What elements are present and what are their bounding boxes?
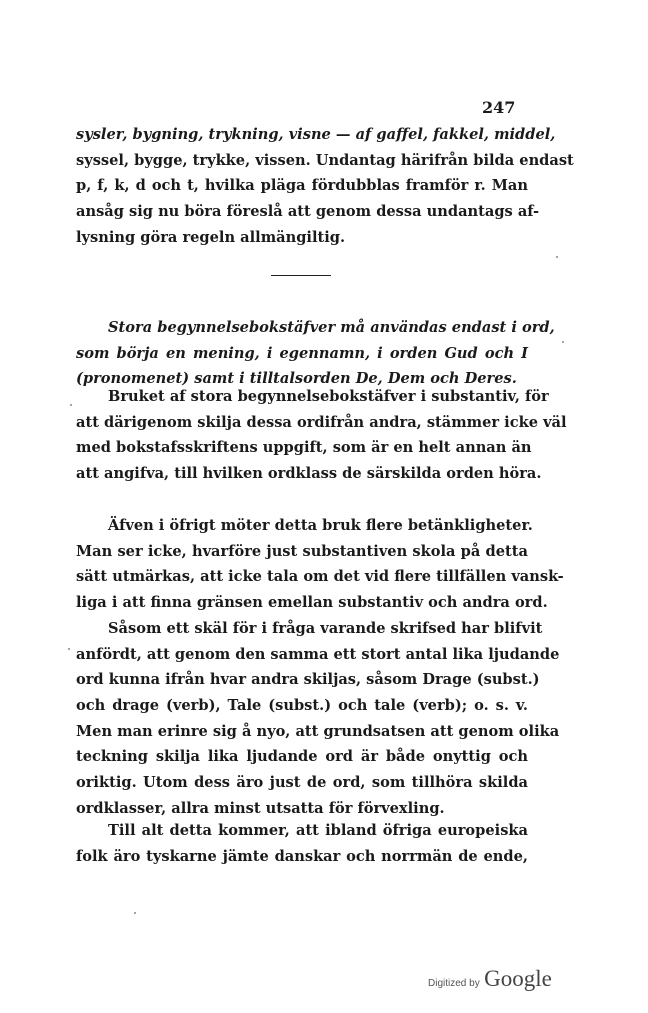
- google-logo: Google: [484, 966, 552, 991]
- print-speck: [562, 341, 564, 343]
- page-number: 247: [482, 98, 516, 117]
- text-line: Bruket af stora begynnelsebokstäfver i substantiv, för: [108, 388, 549, 405]
- text-line: syssel, bygge, trykke, vissen. Undantag härifrån bilda endast: [76, 151, 574, 169]
- text-line: att därigenom skilja dessa ordifrån andra, stämmer icke väl: [76, 413, 567, 431]
- print-speck: [134, 912, 136, 914]
- text-line: Man ser icke, hvarföre just substantiven skola på detta: [76, 542, 528, 560]
- text-line: (pronomenet) samt i tilltalsorden De, Dem och Deres.: [76, 370, 517, 388]
- text-line: lysning göra regeln allmängiltig.: [76, 228, 346, 246]
- text-line: med bokstafsskriftens uppgift, som är en helt annan än: [76, 439, 532, 457]
- text-line: anfördt, att genom den samma ett stort antal lika ljudande: [76, 645, 560, 663]
- section-divider: [271, 275, 331, 276]
- watermark-prefix: Digitized by: [428, 978, 480, 989]
- paragraph: [76, 384, 567, 487]
- text-line: som börja en mening, i egennamn, i orden Gud och I: [76, 344, 528, 362]
- text-line: oriktig. Utom dess äro just de ord, som tillhöra skilda: [76, 774, 528, 792]
- text-line: Men man erinre sig å nyo, att grundsatsen att genom olika: [76, 722, 560, 740]
- text-line: liga i att finna gränsen emellan substantiv och andra ord.: [76, 594, 548, 612]
- paragraph: [76, 513, 564, 616]
- text-line: ord kunna ifrån hvar andra skiljas, såsom Drage (subst.): [76, 671, 540, 689]
- text-line: ansåg sig nu böra föreslå att genom dessa undantags af-: [76, 203, 540, 221]
- text-line: folk äro tyskarne jämte danskar och norrmän de ende,: [76, 847, 528, 865]
- text-line: att angifva, till hvilken ordklass de särskilda orden höra.: [76, 465, 542, 483]
- text-line: Till alt detta kommer, att ibland öfriga europeiska: [108, 822, 528, 839]
- text-line: Stora begynnelsebokstäfver må användas endast i ord,: [108, 319, 555, 336]
- text-line: Såsom ett skäl för i fråga varande skrifsed har blifvit: [108, 620, 543, 637]
- paragraph: [76, 122, 574, 250]
- text-line: och drage (verb), Tale (subst.) och tale (verb); o. s. v.: [76, 697, 528, 715]
- text-line: sätt utmärkas, att icke tala om det vid flere tillfällen vansk-: [76, 568, 564, 586]
- text-line: Äfven i öfrigt möter detta bruk flere betänkligheter.: [108, 517, 533, 534]
- print-speck: [70, 404, 72, 406]
- paragraph: [76, 616, 560, 822]
- digitized-by-google-watermark: [428, 966, 552, 992]
- text-line: sysler, bygning, trykning, visne — af gaffel, fakkel, middel,: [76, 126, 556, 143]
- text-line: ordklasser, allra minst utsatta för förvexling.: [76, 799, 445, 817]
- paragraph: [76, 818, 528, 869]
- text-line: p, f, k, d och t, hvilka pläga fördubblas framför r. Man: [76, 177, 528, 195]
- rule-statement: [76, 315, 555, 392]
- print-speck: [556, 256, 558, 258]
- text-line: teckning skilja lika ljudande ord är både onyttig och: [76, 748, 528, 766]
- print-speck: [68, 648, 70, 650]
